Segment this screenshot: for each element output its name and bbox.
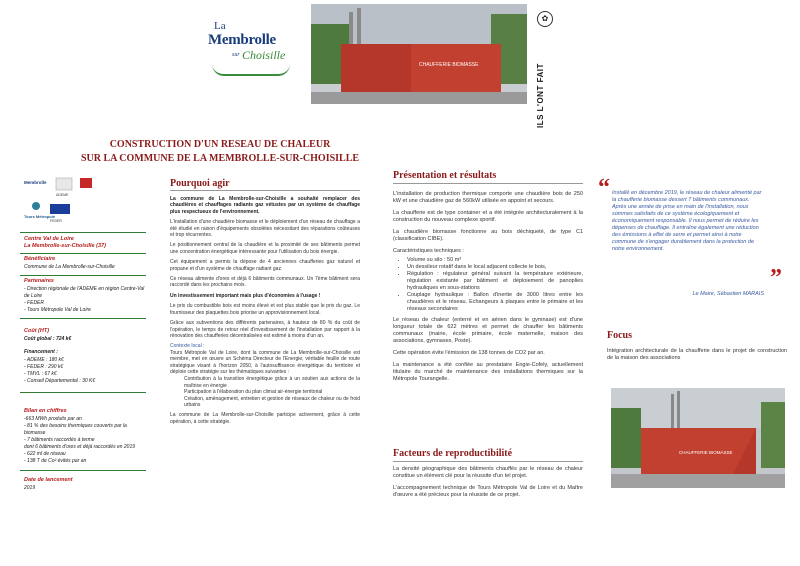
cout-global: Coût global : 724 k€ (24, 336, 72, 342)
boiler-house-photo-bottom (611, 388, 785, 488)
lieu-commune: La Membrolle-sur-Choisille (37) (24, 243, 106, 249)
logo-tours-metropole: Tours Métropole (24, 214, 56, 219)
reproductibilite-body: La densité géographique des bâtiments chauffés par le réseau de chaleur constitue un élément clé pour la réussite d'un tel projet. L'accompagnement technique de Tours Métropole Val de Loire et du Maître d'œuvre a été précieux pour la réussite de ce projet. (393, 466, 583, 498)
side-title: ILS L'ONT FAIT (536, 63, 545, 128)
photo-top-sign: CHAUFFERIE BIOMASSE (419, 62, 479, 68)
pourquoi-body: La commune de La Membrolle-sur-Choisille a souhaité remplacer des chaudières et chauffages radiants gaz vétustes par un système de chauffage plus respectueux de l'environnement. L'installation d'une chaudière biomasse et le déploiement d'un réseau de chauffage a été étudié en raison d'équipements obsolètes nécessitant des réparations coûteuses et trop récurrentes. Le positionnement central de la chaudière et la proximité de ses bâtiments permet une concentration énergétique intéressante pour l'utilisation du bois énergie. Cet équipement a permis la dépose de 4 anciennes chaufferies gaz naturel et propane et d'un système de chauffage radiant gaz. Ce réseau alimente d'ores et déjà 6 bâtiments communaux. Un 7ème bâtiment sera raccordé dans les prochains mois. Un investissement important mais plus d'économies à l'usage ! Le prix du combustible bois est moins élevé et est plus stable que le prix du gaz. Le fournisseur des plaquettes bois priorise un approvisionnement local. Grâce aux subventions des différents partenaires, à hauteur de 80 % du coût de l'opération, le temps de retour réel d'investissement de l'installation par rapport à la rénovation des chaufferies décentralisées est estimé à moins d'un an. Contexte local : Tours Métropole Val de Loire, dont la commune de La Membrolle-sur-Choisille est membre, met en œuvre un Schéma Directeur de l'Energie, véritable feuille de route stratégique visant à l'horizon 2050, à l'autosuffisance énergétique du territoire et déploie cette stratégie sur les thématiques suivantes : Contribution à la transition énergétique grâce à un soutien aux actions de la maîtrise en énergie Participation à l'élaboration du plan climat air-énergie territorial Création, aménagement, entretien et gestion de réseaux de chaleur ou de froid urbains La commune de La Membrolle-sur-Choisille participe activement, grâce à cette opération, à cette stratégie. (170, 196, 360, 425)
quote-author: Le Maire, Sébastien MARAIS (692, 291, 764, 297)
partenaires-list: - Direction régionale de l'ADEME en région Centre-Val de Loire - FEDER - Tours Métropole Val de Loire (24, 286, 145, 313)
close-quote-icon: ” (770, 265, 782, 291)
bilan-list: -663 MWh produits par an - 81 % des besoins thermiques couverts par la biomasse - 7 bâtiments raccordés à terme dont 6 bâtiments d'ores et déjà raccordés en 2019 - 622 ml de réseau - 138 T de Co² évités par an (24, 416, 136, 464)
reproductibilite-heading: Facteurs de reproductibilité (393, 448, 513, 459)
logo-feder: FEDER (50, 219, 62, 223)
date-heading: Date de lancement (24, 477, 73, 483)
bilan-heading: Bilan en chiffres (24, 408, 67, 414)
sidebar-info (20, 170, 148, 530)
date-value: 2019 (24, 485, 36, 491)
financement-heading: Financement : (24, 349, 58, 355)
focus-heading: Focus (607, 330, 632, 341)
photo-bottom-sign: CHAUFFERIE BIOMASSE (679, 450, 733, 455)
pourquoi-heading: Pourquoi agir (170, 178, 230, 189)
cout-heading: Coût (HT) (24, 328, 50, 334)
membrolle-logo: La Membrolle sur Choisille (208, 18, 298, 78)
focus-text: Intégration architecturale de la chaufferie dans le projet de construction de la maison des associations (607, 348, 787, 361)
partner-logos (22, 174, 146, 230)
logo-ademe: ADEME (56, 193, 69, 197)
partenaires-heading: Partenaires (24, 278, 54, 284)
presentation-heading: Présentation et résultats (393, 170, 497, 181)
document-title: CONSTRUCTION D'UN RESEAU DE CHALEUR SUR LA COMMUNE DE LA MEMBROLLE-SUR-CHOISILLE (80, 139, 360, 164)
beneficiaire-heading: Bénéficiaire (24, 256, 56, 262)
financement-list: - ADEME : 180 k€ - FEDER : 290 k€ - TMVL : 67 k€ - Conseil Départemental : 30 K€ (24, 357, 96, 384)
presentation-body: L'installation de production thermique comporte une chaudière bois de 250 kW et une chaudière gaz de 560kW utilisée en appoint et secours. La chaufferie est de type container et a été intégrée architecturalement à la construction du nouveau complexe sportif. La chaudière biomasse fonctionne au bois déchiqueté, de type C1 (classification CIBE). Caractéristiques techniques : • Volume su silo : 50 m³ • Un dessileur rotatif dans le local adjacent collecte le bois, • Régulation : régulateur général suivant la température extérieure, régulation existante par bâtiment et déploiement de panoplies hydrauliques en sous-stations • Couplage hydraulique : Ballon d'inertie de 3000 litres entre les chaudières et le réseau. Echangeurs à plaques entre le primaire et les réseaux secondaires Le réseau de chaleur (enterré et en aérien dans le gymnase) est d'une longueur totale de 622 mètres et permet de chauffer les bâtiments communaux (mairie, école primaire, école maternelle, maison des associations, gymnases, Poste). Cette opération évite l'émission de 138 tonnes de CO2 par an. La maintenance a été confiée au prestataire Engie-Cofely, actuellement titulaire du marché de maintenance des installations thermiques sur la Métropole Tourangelle. (393, 191, 583, 388)
lieu-heading: Centre Val de Loire (24, 236, 74, 242)
open-quote-icon: “ (598, 175, 610, 201)
beneficiaire-text: Commune de La Membrolle-sur-Choisille (24, 264, 115, 270)
boiler-house-photo-top (311, 4, 527, 104)
mayor-quote: Installé en décembre 2019, le réseau de chaleur alimenté par la chaufferie biomasse dessert 7 bâtiments communaux. Après une année de prise en main de l'installation, nous sommes satisfaits de ce système écologiquement et économiquement responsable. Il nous permet de réduire les dépenses de chauffage. Il entraîne également une réduction des émissions à effet de serre et permet ainsi à notre commune de s'engager durablement dans la protection de notre environnement. (612, 190, 762, 252)
logo-membrolle-small: Membrolle (24, 180, 47, 185)
ils-ont-fait-icon: ✿ (537, 11, 553, 27)
